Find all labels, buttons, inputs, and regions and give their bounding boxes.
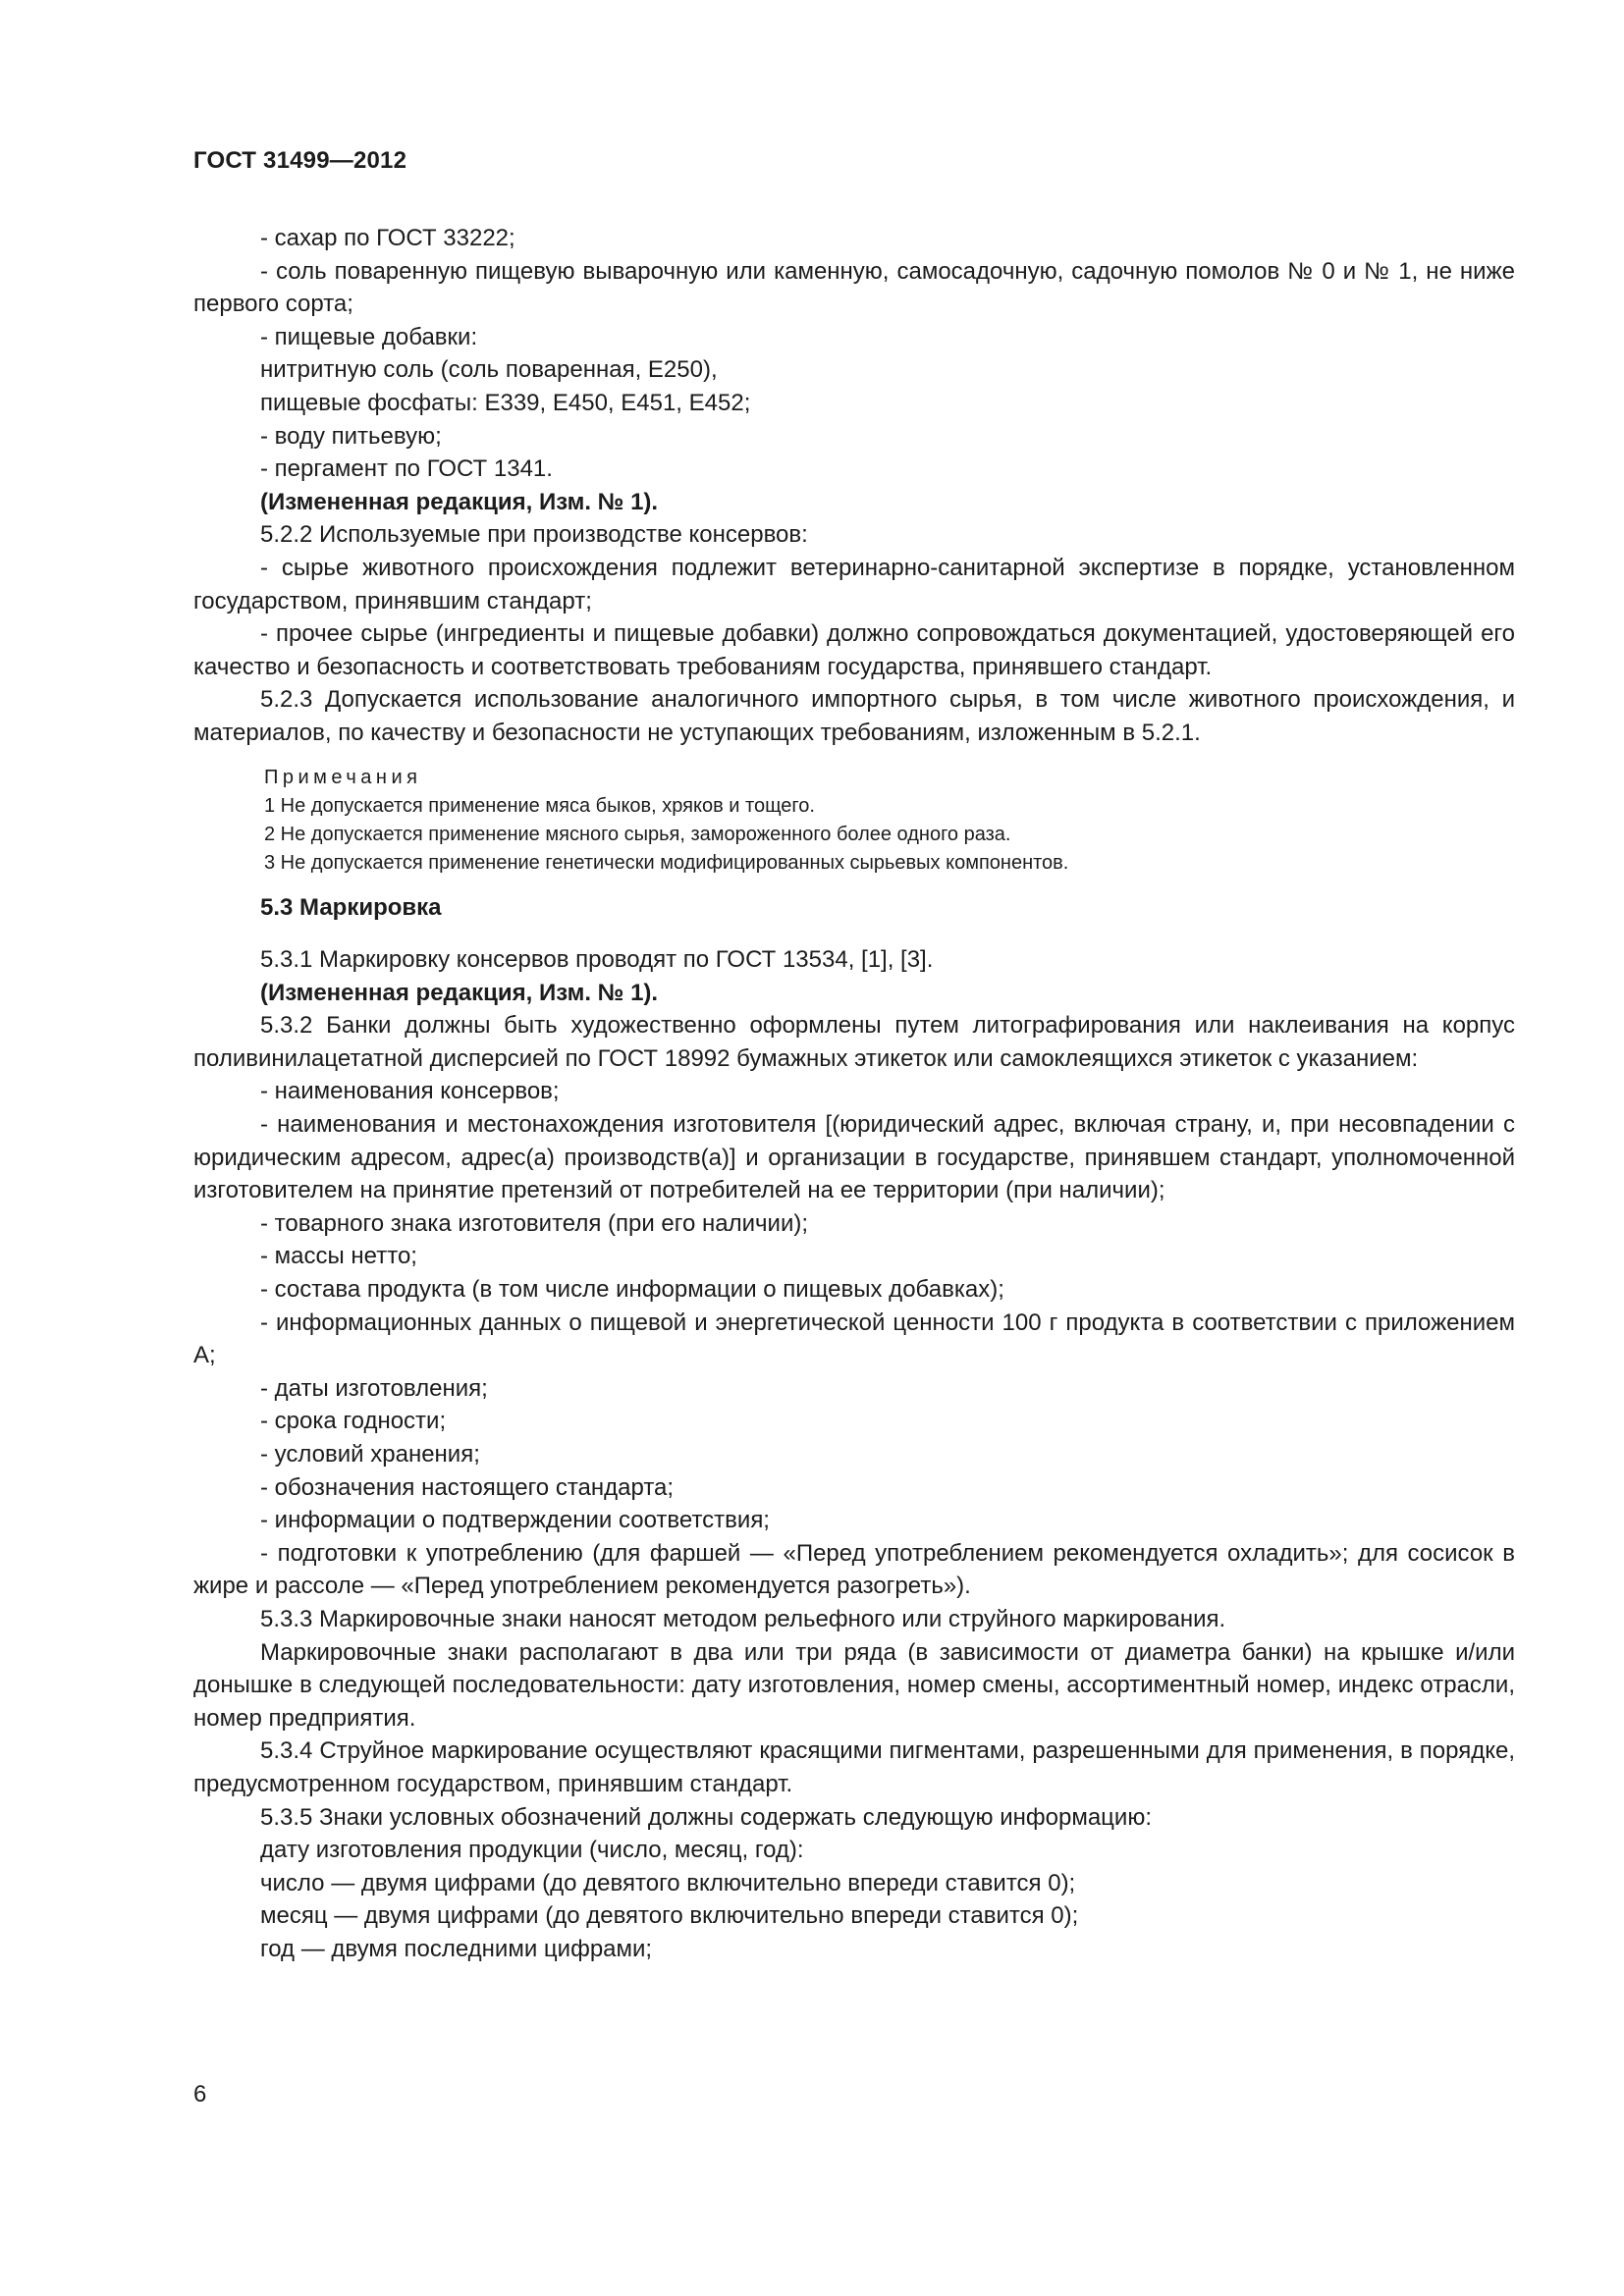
paragraph: - массы нетто; (260, 1243, 417, 1270)
paragraph: число — двумя цифрами (до девятого включительно впереди ставится 0); (260, 1869, 1076, 1896)
page-content (193, 222, 1515, 1966)
paragraph: - сырье животного происхождения подлежит ветеринарно-санитарной экспертизе в порядке, установленном государством, принявшим стандарт; (193, 554, 1515, 614)
paragraph: - даты изготовления; (260, 1374, 488, 1402)
notes-title: Примечания (264, 766, 422, 788)
paragraph: Маркировочные знаки располагают в два или три ряда (в зависимости от диаметра банки) на крышке и/или донышке в следующей последовательности: дату изготовления, номер смены, ассортиментный номер, индекс отрасли, номер предприятия. (193, 1638, 1515, 1732)
paragraph: 5.2.2 Используемые при производстве консервов: (260, 521, 808, 549)
paragraph: - обозначения настоящего стандарта; (260, 1473, 675, 1501)
paragraph: - информации о подтверждении соответствия; (260, 1507, 770, 1534)
paragraph: - наименования и местонахождения изготовителя [(юридический адрес, включая страну, и, при несовпадении с юридическим адресом, адрес(а) производств(а)] и организации в государстве, принявшем стандарт, уполномоченной изготовителем на принятие претензий от потребителей на ее территории (при наличии); (193, 1111, 1515, 1204)
paragraph: - соль поваренную пищевую выварочную или каменную, самосадочную, садочную помолов № 0 и № 1, не ниже первого сорта; (193, 257, 1515, 318)
amendment-note: (Измененная редакция, Изм. № 1). (260, 979, 659, 1006)
paragraph: 5.3.4 Струйное маркирование осуществляют красящими пигментами, разрешенными для применения, в порядке, предусмотренном государством, принявшим стандарт. (193, 1737, 1515, 1797)
paragraph: 5.3.2 Банки должны быть художественно оформлены путем литографирования или наклеивания на корпус поливинилацетатной дисперсией по ГОСТ 18992 бумажных этикеток или самоклеящихся этикеток с указанием: (193, 1012, 1515, 1072)
amendment-note: (Измененная редакция, Изм. № 1). (260, 488, 659, 515)
paragraph: - информационных данных о пищевой и энергетической ценности 100 г продукта в соответствии с приложением А; (193, 1308, 1515, 1369)
paragraph: - состава продукта (в том числе информации о пищевых добавках); (260, 1276, 1004, 1304)
paragraph: - условий хранения; (260, 1441, 480, 1468)
marking-block (193, 943, 1515, 1965)
paragraph: дату изготовления продукции (число, месяц, год): (260, 1837, 804, 1864)
document-header: ГОСТ 31499—2012 (193, 147, 407, 174)
paragraph: - сахар по ГОСТ 33222; (260, 225, 515, 251)
paragraph: пищевые фосфаты: Е339, Е450, Е451, Е452; (260, 389, 751, 416)
note-item: 1 Не допускается применение мяса быков, хряков и тощего. (264, 794, 815, 817)
paragraph: 5.3.1 Маркировку консервов проводят по ГОСТ 13534, [1], [3]. (260, 946, 934, 974)
paragraph: 5.3.3 Маркировочные знаки наносят методом рельефного или струйного маркирования. (260, 1605, 1226, 1632)
paragraph: - срока годности; (260, 1408, 447, 1435)
paragraph: - пищевые добавки: (260, 323, 478, 350)
paragraph: нитритную соль (соль поваренная, Е250), (260, 356, 718, 384)
paragraph: - пергамент по ГОСТ 1341. (260, 455, 553, 483)
requirements-block (193, 222, 1515, 750)
paragraph: 5.3.5 Знаки условных обозначений должны содержать следующую информацию: (260, 1803, 1152, 1831)
notes-list (193, 792, 1515, 878)
paragraph: - прочее сырье (ингредиенты и пищевые добавки) должно сопровождаться документацией, удостоверяющей его качество и безопасность и соответствовать требованиям государства, принявшего стандарт. (193, 620, 1515, 680)
paragraph: - воду питьевую; (260, 422, 442, 450)
section-heading: 5.3 Маркировка (260, 893, 442, 921)
notes-block (193, 764, 1515, 878)
paragraph: месяц — двумя цифрами (до девятого включительно впереди ставится 0); (260, 1902, 1079, 1930)
page-number: 6 (193, 2081, 207, 2108)
note-item: 3 Не допускается применение генетически модифицированных сырьевых компонентов. (264, 851, 1069, 874)
paragraph: 5.2.3 Допускается использование аналогичного импортного сырья, в том числе животного происхождения, и материалов, по качеству и безопасности не уступающих требованиям, изложенным в 5.2.1. (193, 686, 1515, 746)
paragraph: - товарного знака изготовителя (при его наличии); (260, 1209, 809, 1237)
paragraph: - подготовки к употреблению (для фаршей — «Перед употреблением рекомендуется охладить»; для сосисок в жире и рассоле — «Перед употреблением рекомендуется разогреть»). (193, 1539, 1515, 1600)
note-item: 2 Не допускается применение мясного сырья, замороженного более одного раза. (264, 823, 1011, 845)
paragraph: год — двумя последними цифрами; (260, 1935, 653, 1962)
paragraph: - наименования консервов; (260, 1078, 560, 1105)
